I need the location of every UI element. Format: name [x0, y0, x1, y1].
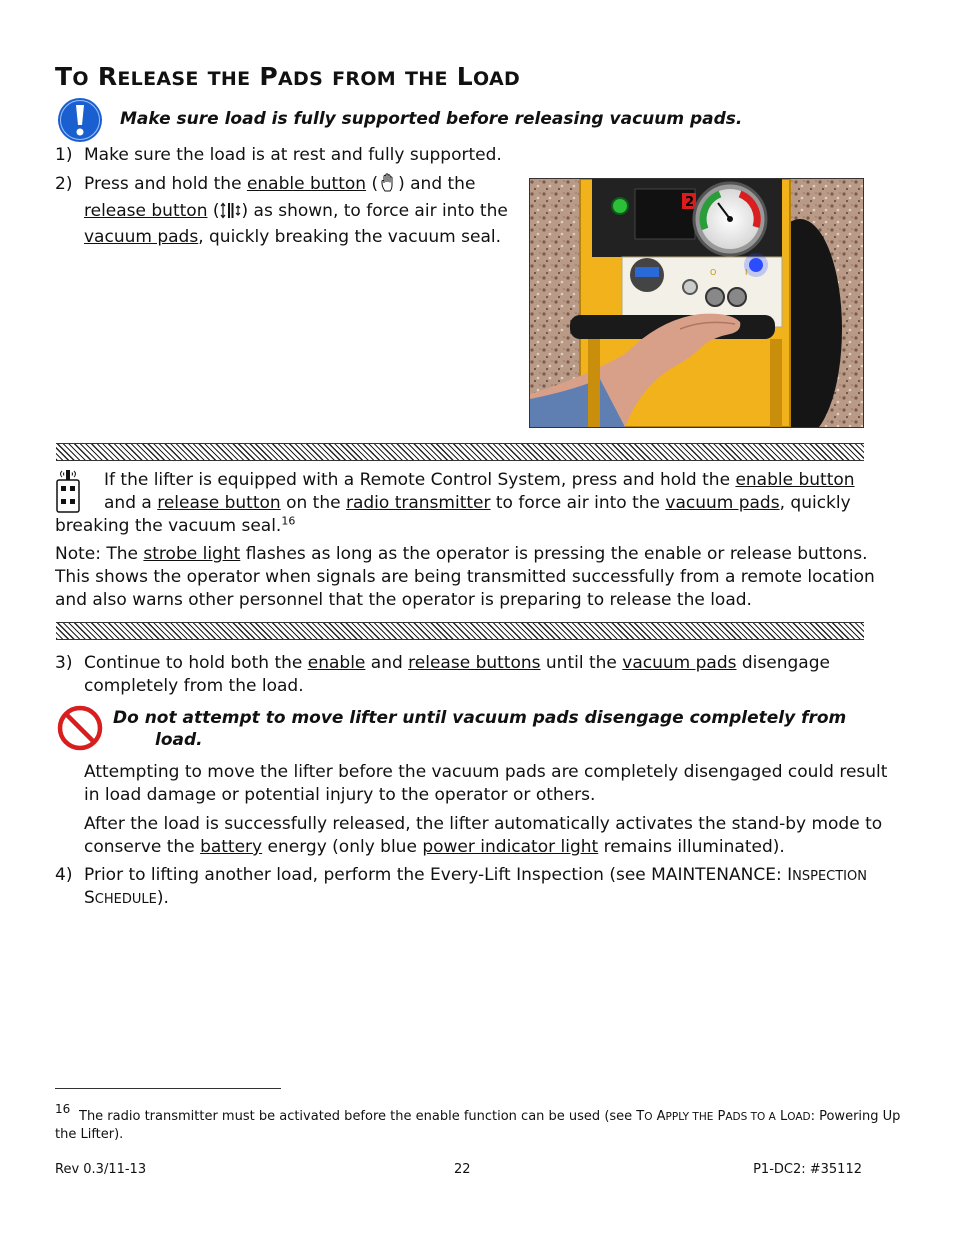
- footnote-ref[interactable]: 16: [281, 514, 296, 528]
- step-4-number: 4): [55, 865, 73, 885]
- knob-label-i: I: [745, 268, 748, 277]
- footer-document-id: P1-DC2: #35112: [753, 1162, 862, 1177]
- prohibit-line-1: Do not attempt to move lifter until vacuum pads disengage completely from: [113, 708, 847, 728]
- para2-line-1: After the load is successfully released, the lifter automatically activates the stand-by mode to: [84, 814, 883, 834]
- footnote-line-2: the Lifter).: [55, 1127, 124, 1142]
- release-button-link[interactable]: release button: [84, 201, 208, 221]
- gauge-label: 2: [685, 195, 695, 210]
- caution-exclamation-icon: [57, 97, 103, 143]
- knob-label-o: O: [710, 268, 717, 277]
- remote-vacuum-pads-link[interactable]: vacuum pads: [665, 493, 780, 513]
- prohibit-icon: [57, 705, 103, 751]
- step-3-line-2: completely from the load.: [84, 676, 304, 696]
- para1-line-2: in load damage or potential injury to the operator or others.: [84, 785, 596, 805]
- page-title: TO RELEASE THE PADS FROM THE LOAD: [55, 62, 521, 91]
- step-3-number: 3): [55, 653, 73, 673]
- footer-page-number: 22: [454, 1162, 471, 1177]
- step-2-number: 2): [55, 174, 73, 194]
- remote-enable-button-link[interactable]: enable button: [735, 470, 855, 490]
- vacuum-pads-link[interactable]: vacuum pads: [84, 227, 199, 247]
- hand-icon: [380, 173, 396, 200]
- prohibit-line-2: load.: [155, 730, 203, 750]
- footnote-line-1: The radio transmitter must be activated before the enable function can be used (see TO APPLY THE PADS TO A LOAD: Powering Up: [79, 1109, 901, 1124]
- step-4-line-2: SCHEDULE).: [84, 888, 169, 908]
- note-line-2: This shows the operator when signals are being transmitted successfully from a remote location: [55, 567, 875, 587]
- para1-line-1: Attempting to move the lifter before the vacuum pads are completely disengaged could result: [84, 762, 888, 782]
- step-1-number: 1): [55, 145, 73, 165]
- footnote-separator: [55, 1088, 281, 1089]
- footer-revision: Rev 0.3/11-13: [55, 1162, 147, 1177]
- remote-line-2: and a release button on the radio transmitter to force air into the vacuum pads, quickly: [104, 493, 851, 513]
- caution-text: Make sure load is fully supported before releasing vacuum pads.: [120, 109, 743, 129]
- radio-transmitter-link[interactable]: radio transmitter: [345, 493, 491, 513]
- step-2-text: Press and hold the enable button ( ) and the release button ( ) as shown, to force air into the vacuum pads, quickly breaking the vacuum seal.: [84, 174, 508, 247]
- battery-link[interactable]: battery: [200, 837, 263, 857]
- step3-enable-link[interactable]: enable: [307, 653, 366, 673]
- para2-line-2: conserve the battery energy (only blue power indicator light remains illuminated).: [84, 837, 785, 857]
- release-arrows-icon: [220, 202, 242, 226]
- step3-vacuum-pads-link[interactable]: vacuum pads: [622, 653, 737, 673]
- lifter-control-photo: [529, 178, 864, 428]
- remote-line-3: breaking the vacuum seal.$^{16}$: [55, 514, 296, 536]
- section-divider-top: [56, 443, 864, 461]
- strobe-light-link[interactable]: strobe light: [143, 544, 241, 564]
- note-line-3: and also warns other personnel that the operator is preparing to release the load.: [55, 590, 752, 610]
- step-4-line-1: Prior to lifting another load, perform the Every-Lift Inspection (see MAINTENANCE: INSPECTION: [84, 865, 867, 885]
- step3-release-buttons-link[interactable]: release buttons: [408, 653, 541, 673]
- note-line-1: Note: The strobe light flashes as long as the operator is pressing the enable or release buttons.: [55, 544, 868, 564]
- step-1-text: Make sure the load is at rest and fully supported.: [84, 145, 502, 165]
- step-3-line-1: Continue to hold both the enable and release buttons until the vacuum pads disengage: [84, 653, 830, 673]
- footnote-number: 16: [55, 1102, 71, 1116]
- section-divider-bottom: [56, 622, 864, 640]
- remote-release-button-link[interactable]: release button: [157, 493, 281, 513]
- remote-transmitter-icon: [55, 468, 81, 514]
- power-indicator-light-link[interactable]: power indicator light: [422, 837, 599, 857]
- remote-line-1: If the lifter is equipped with a Remote Control System, press and hold the enable button: [104, 470, 855, 490]
- enable-button-link[interactable]: enable button: [246, 174, 367, 194]
